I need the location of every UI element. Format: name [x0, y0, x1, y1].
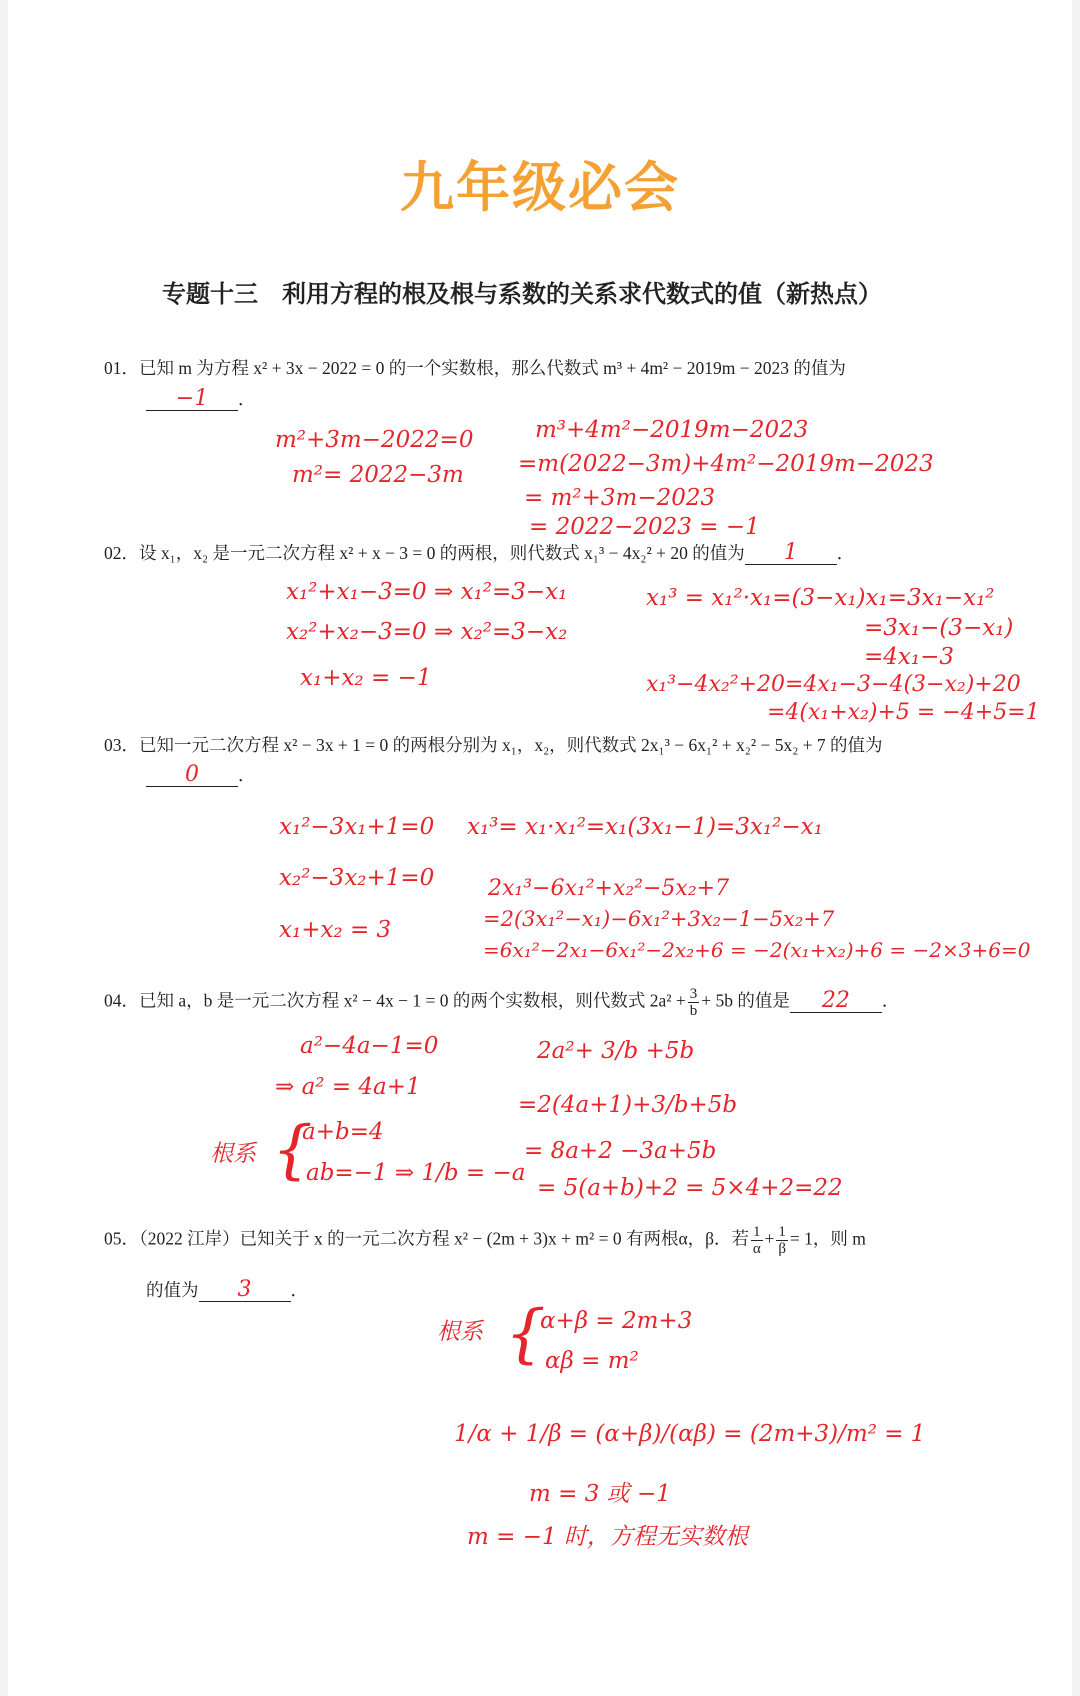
problem-3-text: 03．已知一元二次方程 x² − 3x + 1 = 0 的两根分别为 x₁，x₂，则代数式 2x₁³ − 6x₁² + x₂² − 5x₂ + 7 的值为	[104, 735, 883, 755]
problem-5-text: 05．（2022 江岸）已知关于 x 的一元二次方程 x² − (2m + 3)x + m² = 0 有两根α，β．若 $\frac{1}{\alpha}$ + $\frac{1}{\beta}$ = 1，则 m	[104, 1224, 866, 1257]
problem-4-statement: 04．已知 a，b 是一元二次方程 x² − 4x − 1 = 0 的两个实数根，则代数式 2a² +	[104, 990, 686, 1011]
problem-2-statement: 02．设 x₁，x₂ 是一元二次方程 x² + x − 3 = 0 的两根，则代数式 x₁³ − 4x₂² + 20 的值为	[104, 543, 745, 563]
numerator: 3	[689, 986, 698, 1002]
problem-3-answer: 0	[146, 764, 238, 787]
problem-4-work: = 5(a+b)+2 = 5×4+2=22	[537, 1175, 843, 1201]
problem-3-work: =2(3x₁²−x₁)−6x₁²+3x₂−1−5x₂+7	[483, 907, 835, 931]
problem-2-answer: 1	[745, 542, 837, 565]
problem-3-work: =6x₁²−2x₁−6x₁²−2x₂+6 = −2(x₁+x₂)+6 = −2×3+6=0	[483, 938, 1031, 962]
problem-1-text: 01．已知 m 为方程 x² + 3x − 2022 = 0 的一个实数根，那么代数式 m³ + 4m² − 2019m − 2023 的值为	[104, 358, 846, 378]
problem-1-work: = 2022−2023 = −1	[529, 514, 760, 540]
fraction	[776, 1224, 788, 1257]
problem-3-work: x₁+x₂ = 3	[279, 917, 392, 943]
problem-4-roots-label: 根系	[210, 1141, 256, 1167]
problem-5-line2: 的值为 3 ．	[146, 1277, 308, 1302]
fraction	[751, 1224, 763, 1257]
brace-icon: {	[505, 1297, 546, 1371]
numerator: 1	[753, 1224, 761, 1240]
problem-3-work: x₁³= x₁·x₁²=x₁(3x₁−1)=3x₁²−x₁	[467, 814, 823, 840]
problem-5-statement-end: = 1，则 m	[789, 1228, 866, 1249]
problem-3-blank: 0 ．	[146, 762, 256, 787]
problem-1-work: m²= 2022−3m	[292, 462, 464, 488]
topic-title: 专题十三 利用方程的根及根与系数的关系求代数式的值（新热点）	[162, 279, 882, 308]
problem-4-work: ⇒ a² = 4a+1	[275, 1074, 421, 1100]
problem-3-work: x₁²−3x₁+1=0	[279, 814, 435, 840]
problem-4-work: =2(4a+1)+3/b+5b	[518, 1092, 738, 1118]
problem-4-work: ab=−1 ⇒ 1/b = −a	[306, 1160, 526, 1186]
problem-2-work: x₁³ = x₁²·x₁=(3−x₁)x₁=3x₁−x₁²	[646, 585, 995, 611]
problem-1-answer: −1	[146, 388, 238, 411]
denominator: β	[778, 1241, 786, 1257]
fraction	[688, 986, 700, 1019]
problem-2-work: =4x₁−3	[864, 644, 955, 670]
problem-2-text: 02．设 x₁，x₂ 是一元二次方程 x² + x − 3 = 0 的两根，则代数式 x₁³ − 4x₂² + 20 的值为 1 ．	[104, 540, 855, 565]
problem-5-work: m = 3 或 −1	[529, 1481, 671, 1507]
problem-5-work: αβ = m²	[545, 1348, 639, 1374]
problem-1-blank: −1 ．	[146, 386, 256, 411]
problem-5-work: m = −1 时，方程无实数根	[467, 1524, 748, 1550]
problem-2-work: x₁³−4x₂²+20=4x₁−3−4(3−x₂)+20	[646, 672, 1021, 697]
problem-1-work: m²+3m−2022=0	[275, 427, 474, 453]
problem-4-work: = 8a+2 −3a+5b	[524, 1138, 717, 1164]
problem-1-work: =m(2022−3m)+4m²−2019m−2023	[518, 451, 934, 477]
problem-2-work: =4(x₁+x₂)+5 = −4+5=1	[767, 700, 1040, 725]
problem-4-work: a²−4a−1=0	[300, 1033, 439, 1059]
problem-3-work: 2x₁³−6x₁²+x₂²−5x₂+7	[488, 876, 730, 901]
problem-4-text: 04．已知 a，b 是一元二次方程 x² − 4x − 1 = 0 的两个实数根，则代数式 2a² + $\frac{3}{b}$ + 5b 的值是 22 ．	[104, 986, 900, 1019]
problem-4-answer: 22	[790, 990, 882, 1013]
problem-5-answer-label: 的值为	[146, 1280, 199, 1300]
problem-2-work: x₂²+x₂−3=0 ⇒ x₂²=3−x₂	[286, 619, 568, 645]
problem-5-work: α+β = 2m+3	[540, 1308, 693, 1334]
problem-4-work: a+b=4	[302, 1119, 384, 1145]
problem-2-work: =3x₁−(3−x₁)	[864, 615, 1014, 641]
denominator: α	[752, 1241, 761, 1257]
brace-icon: {	[272, 1113, 313, 1187]
problem-2-work: x₁²+x₁−3=0 ⇒ x₁²=3−x₁	[286, 579, 568, 605]
problem-5-answer: 3	[199, 1279, 291, 1302]
page-header-title: 九年级必会	[400, 156, 680, 219]
problem-2-work: x₁+x₂ = −1	[300, 665, 432, 691]
numerator: 1	[778, 1224, 786, 1240]
problem-5-work: 1/α + 1/β = (α+β)/(αβ) = (2m+3)/m² = 1	[454, 1421, 926, 1447]
problem-1-work: = m²+3m−2023	[524, 485, 716, 511]
problem-5-statement: 05．（2022 江岸）已知关于 x 的一元二次方程 x² − (2m + 3)x + m² = 0 有两根α，β．若	[104, 1228, 750, 1249]
problem-1-work: m³+4m²−2019m−2023	[535, 417, 809, 443]
problem-4-work: 2a²+ 3/b +5b	[537, 1038, 695, 1064]
problem-5-roots-label: 根系	[437, 1319, 483, 1345]
problem-4-statement-end: + 5b 的值是	[701, 990, 790, 1011]
problem-3-work: x₂²−3x₂+1=0	[279, 865, 435, 891]
denominator: b	[689, 1003, 698, 1019]
